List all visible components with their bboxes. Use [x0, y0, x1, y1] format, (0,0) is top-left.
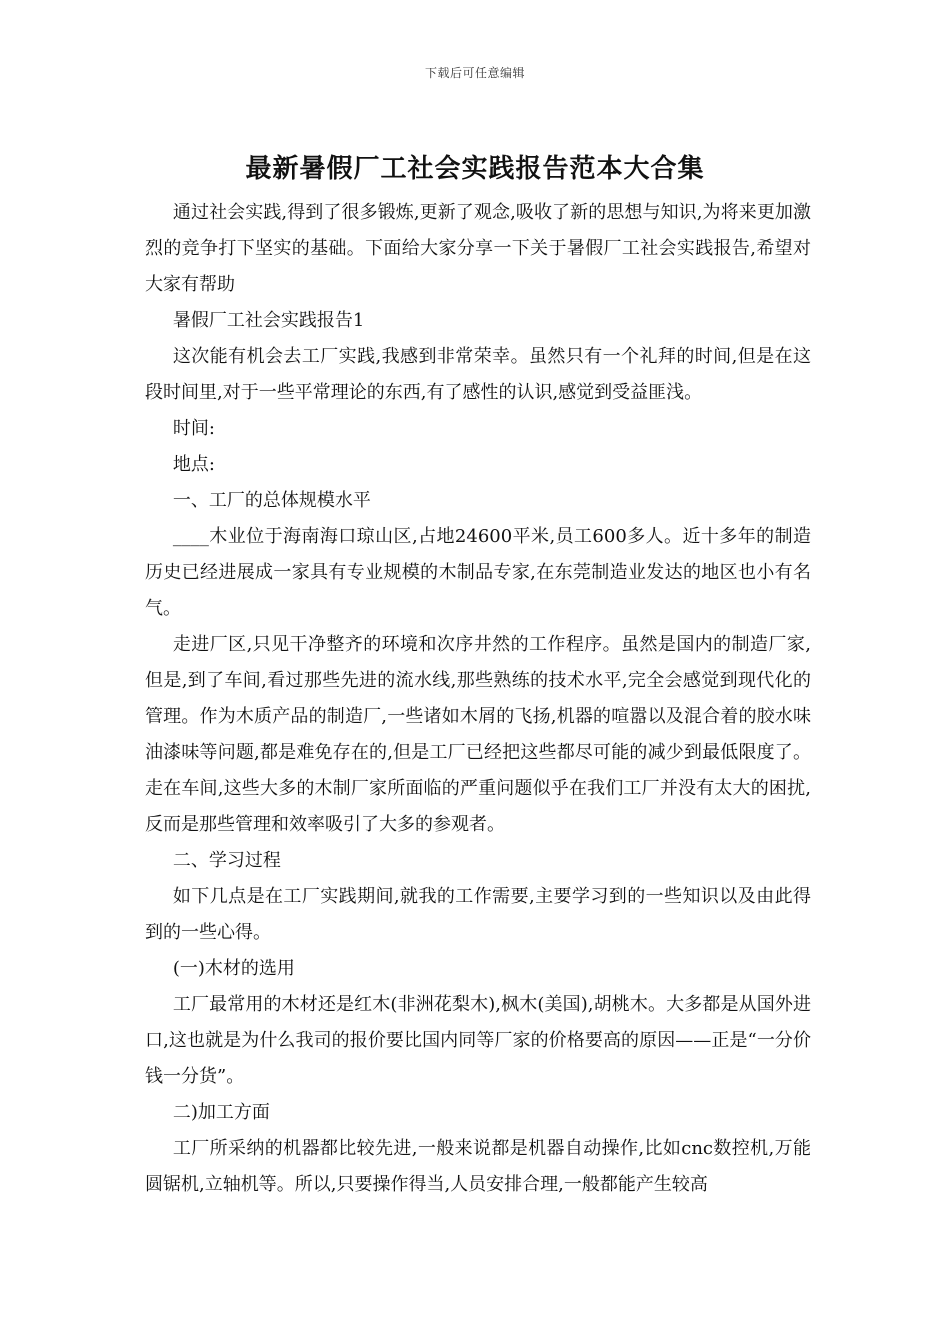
body-paragraph: 工厂最常用的木材还是红木(非洲花梨木),枫木(美国),胡桃木。大多都是从国外进口,这也就是为什么我司的报价要比国内同等厂家的价格要高的原因——正是“一分价钱一分货”。 — [145, 994, 811, 1087]
intro-paragraph: 通过社会实践,得到了很多锻炼,更新了观念,吸收了新的思想与知识,为将来更加激烈的竞争打下坚实的基础。下面给大家分享一下关于暑假厂工社会实践报告,希望对大家有帮助 — [145, 202, 811, 295]
report-subtitle: 暑假厂工社会实践报告1 — [172, 310, 365, 331]
subsection-heading: (一)木材的选用 — [172, 958, 295, 979]
section-heading: 二、学习过程 — [172, 850, 281, 871]
body-paragraph: 走进厂区,只见干净整齐的环境和次序井然的工作程序。虽然是国内的制造厂家,但是,到了车间,看过那些先进的流水线,那些熟练的技术水平,完全会感觉到现代化的管理。作为木质产品的制造厂,一些诸如木屑的飞扬,机器的喧嚣以及混合着的胶水味油漆味等问题,都是难免存在的,但是工厂已经把这些都尽可能的减少到最低限度了。走在车间,这些大多的木制厂家所面临的严重问题似乎在我们工厂并没有太大的困扰,反而是那些管理和效率吸引了大多的参观者。 — [145, 634, 811, 835]
body-paragraph: ____木业位于海南海口琼山区,占地24600平米,员工600多人。近十多年的制造历史已经进展成一家具有专业规模的木制品专家,在东莞制造业发达的地区也小有名气。 — [145, 526, 811, 619]
location-label: 地点: — [172, 454, 215, 475]
body-paragraph: 如下几点是在工厂实践期间,就我的工作需要,主要学习到的一些知识以及由此得到的一些心得。 — [145, 886, 811, 943]
section-heading: 一、工厂的总体规模水平 — [172, 490, 371, 511]
subsection-heading: 二)加工方面 — [172, 1102, 270, 1123]
time-label: 时间: — [172, 418, 215, 439]
document-body — [145, 195, 811, 1203]
page-header-note: 下载后可任意编辑 — [424, 66, 525, 80]
document-title: 最新暑假厂工社会实践报告范本大合集 — [245, 154, 705, 184]
body-paragraph: 这次能有机会去工厂实践,我感到非常荣幸。虽然只有一个礼拜的时间,但是在这段时间里,对于一些平常理论的东西,有了感性的认识,感觉到受益匪浅。 — [145, 346, 811, 403]
body-paragraph: 工厂所采纳的机器都比较先进,一般来说都是机器自动操作,比如cnc数控机,万能圆锯机,立轴机等。所以,只要操作得当,人员安排合理,一般都能产生较高 — [145, 1138, 811, 1195]
